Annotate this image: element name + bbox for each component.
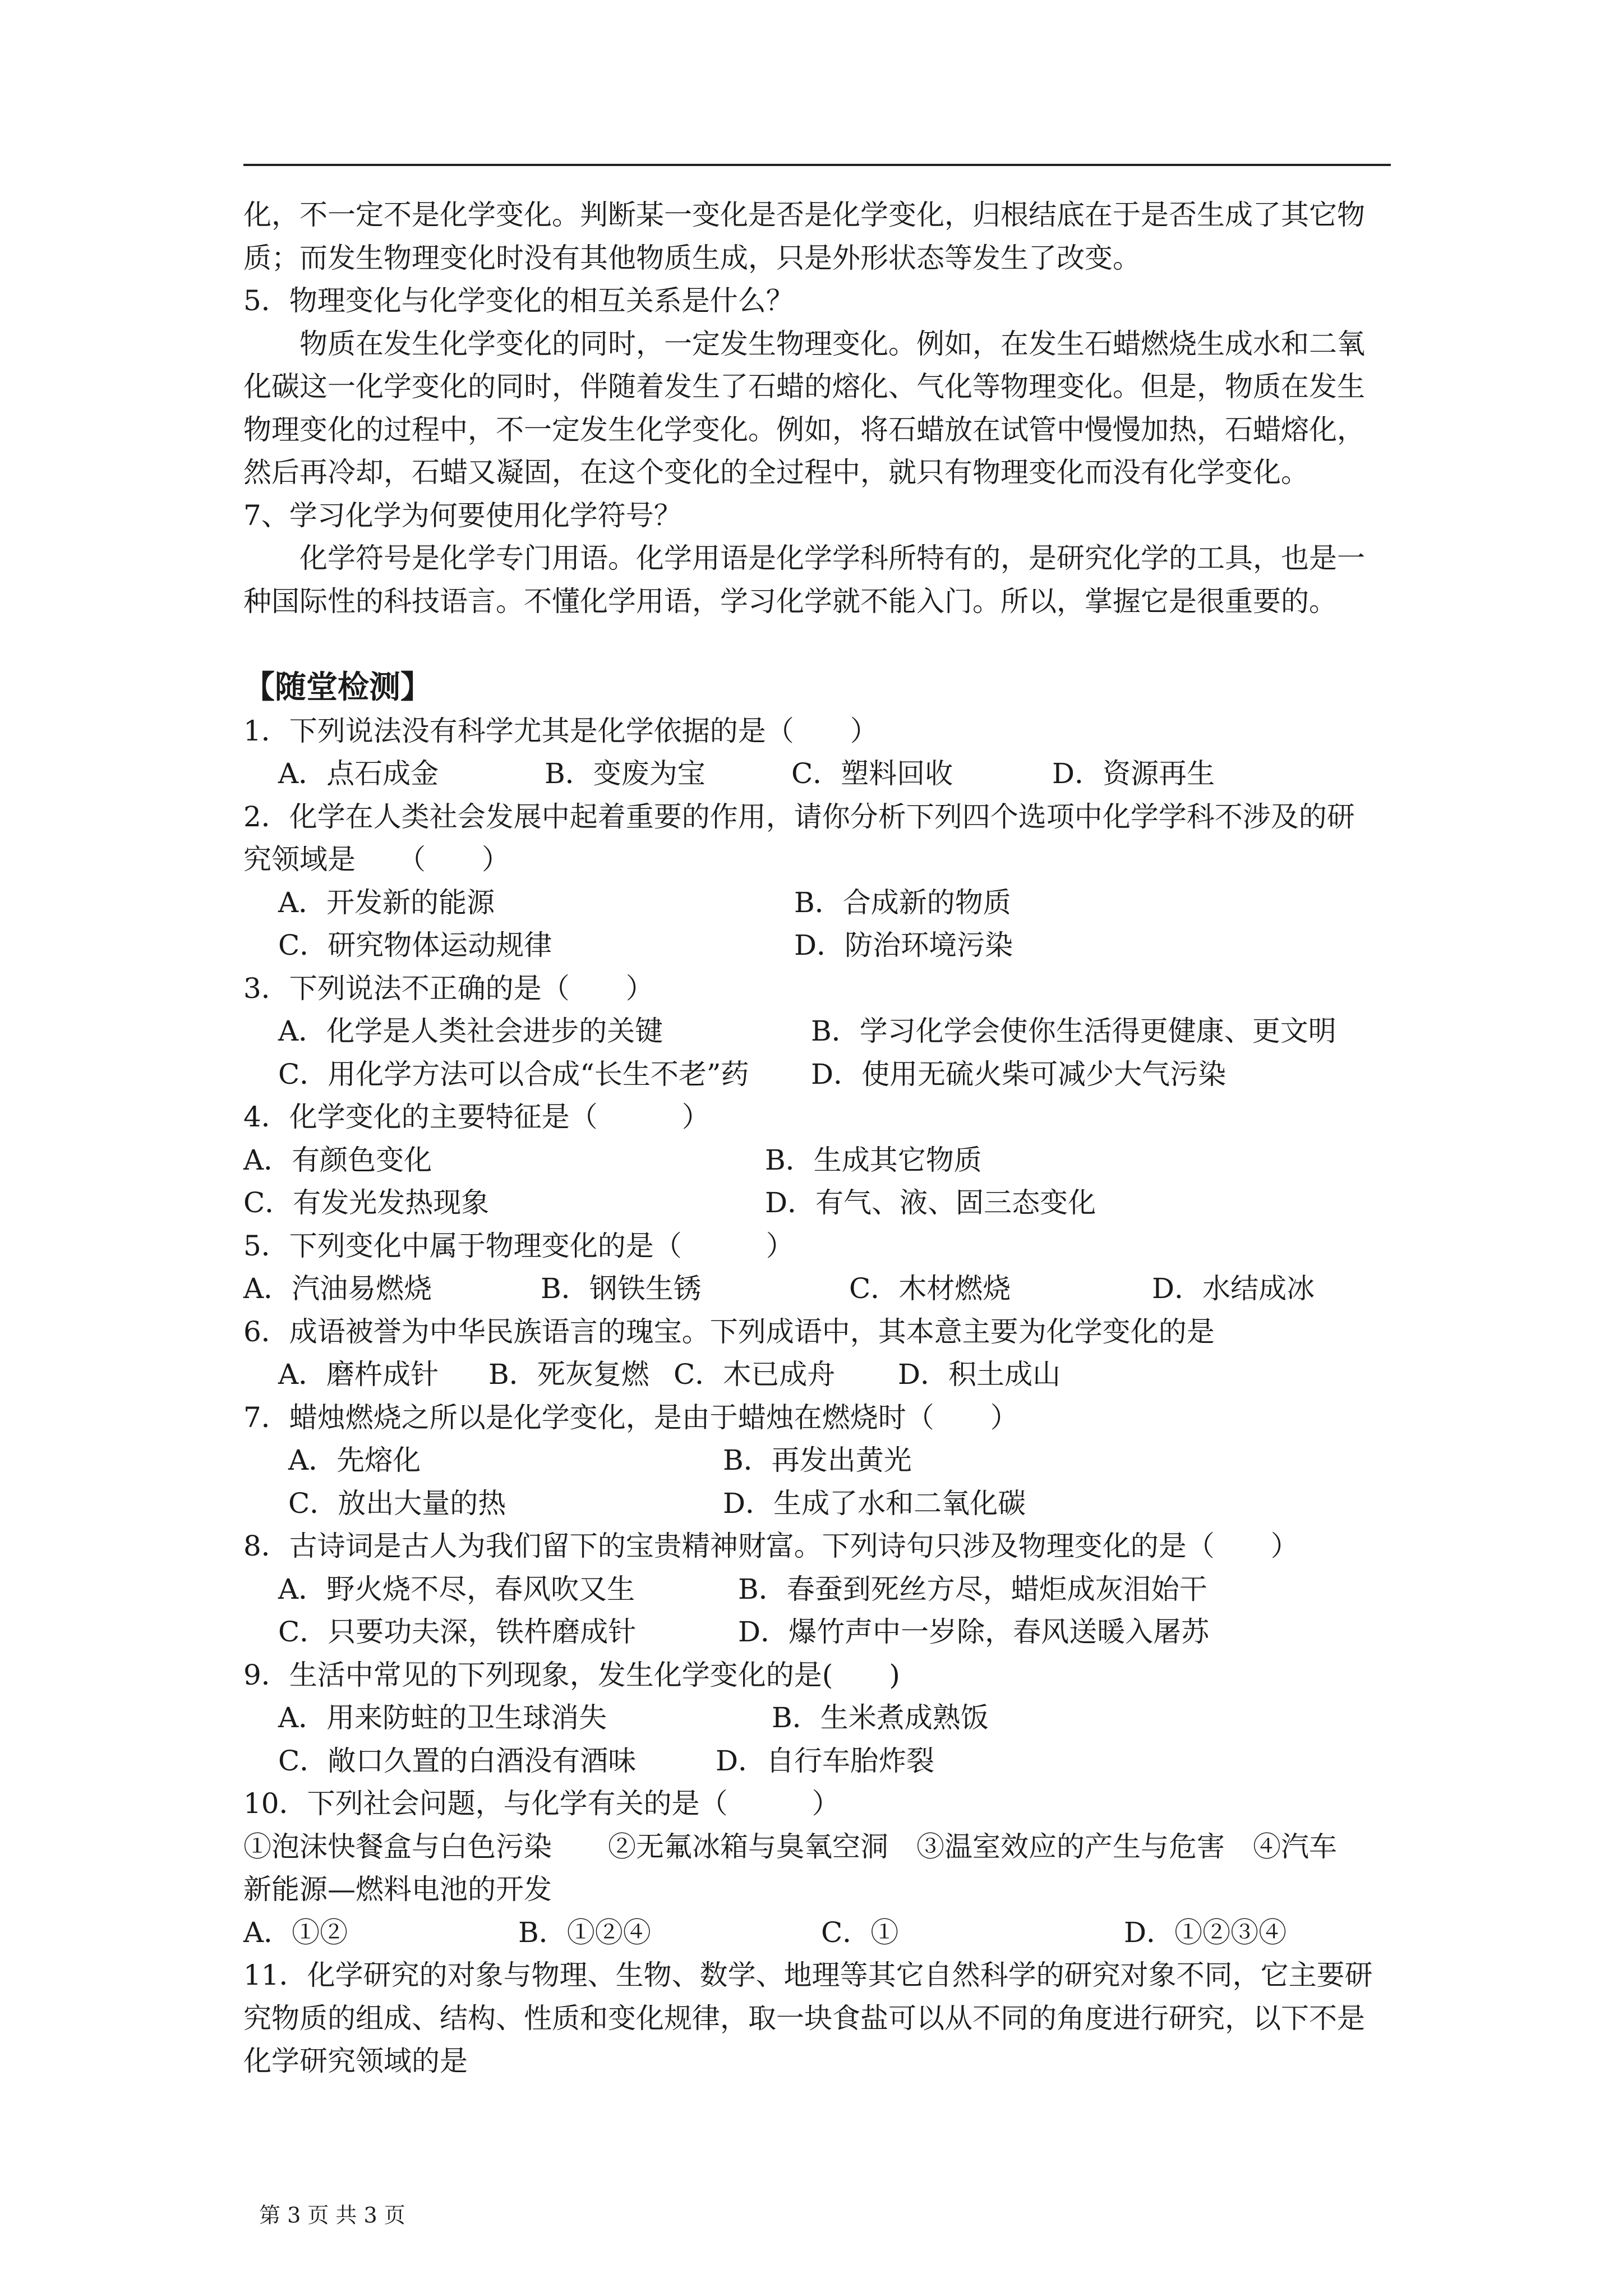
question-stem: 究物质的组成、结构、性质和变化规律，取一块食盐可以从不同的角度进行研究，以下不是 <box>243 2001 1365 2035</box>
options-row <box>243 1053 1415 1096</box>
page-footer: 第 3 页 共 3 页 <box>259 2203 405 2228</box>
option: A．汽油易燃烧 <box>243 1272 432 1305</box>
option: C．用化学方法可以合成“长生不老”药 <box>278 1057 749 1091</box>
question-stem: 10．下列社会问题，与化学有关的是（ ） <box>243 1787 840 1820</box>
text-line: 然后再冷却，石蜡又凝固，在这个变化的全过程中，就只有物理变化而没有化学变化。 <box>243 456 1309 489</box>
text-line: 化，不一定不是化学变化。判断某一变化是否是化学变化，归根结底在于是否生成了其它物 <box>243 199 1365 231</box>
option: D．防治环境污染 <box>794 929 1013 961</box>
text-line: 物质在发生化学变化的同时，一定发生物理变化。例如，在发生石蜡燃烧生成水和二氧 <box>299 327 1365 360</box>
options-row <box>243 1181 1415 1225</box>
option: A．野火烧不尽，春风吹又生 <box>278 1572 635 1605</box>
option: A．开发新的能源 <box>278 886 495 919</box>
options-row <box>243 1482 1415 1525</box>
option: A．磨杵成针 <box>278 1358 439 1391</box>
options-row <box>243 1568 1415 1611</box>
question-stem: 2．化学在人类社会发展中起着重要的作用，请你分析下列四个选项中化学学科不涉及的研 <box>243 800 1355 833</box>
option: D．有气、液、固三态变化 <box>765 1186 1096 1219</box>
options-row <box>243 1267 1415 1310</box>
option: A．有颜色变化 <box>243 1143 432 1176</box>
text-line: 物理变化的过程中，不一定发生化学变化。例如，将石蜡放在试管中慢慢加热，石蜡熔化， <box>243 413 1365 446</box>
option: C．塑料回收 <box>791 757 953 790</box>
option: D．水结成冰 <box>1152 1272 1315 1305</box>
options-row <box>243 752 1415 795</box>
option: A．化学是人类社会进步的关键 <box>278 1015 663 1047</box>
option: D．资源再生 <box>1052 757 1215 790</box>
option: A．点石成金 <box>278 757 439 790</box>
option: C．研究物体运动规律 <box>278 929 552 961</box>
option: C．木已成舟 <box>674 1358 836 1391</box>
question-stem: ①泡沫快餐盒与白色污染 ②无氟冰箱与臭氧空洞 ③温室效应的产生与危害 ④汽车 <box>243 1830 1337 1863</box>
question-stem: 5．下列变化中属于物理变化的是（ ） <box>243 1229 794 1262</box>
option: C．敞口久置的白酒没有酒味 <box>278 1744 637 1777</box>
option: A．①② <box>243 1916 348 1949</box>
option: A．先熔化 <box>288 1444 421 1476</box>
question-stem: 化学研究领域的是 <box>243 2045 468 2077</box>
text-line: 化碳这一化学变化的同时，伴随着发生了石蜡的熔化、气化等物理变化。但是，物质在发生 <box>243 370 1365 403</box>
option: B．①②④ <box>518 1916 651 1949</box>
question-stem: 究领域是 （ ） <box>243 843 510 876</box>
question-stem: 1．下列说法没有科学尤其是化学依据的是（ ） <box>243 714 878 747</box>
option: B．春蚕到死丝方尽，蜡炬成灰泪始干 <box>738 1572 1207 1605</box>
options-row <box>243 1696 1415 1740</box>
question-stem: 11．化学研究的对象与物理、生物、数学、地理等其它自然科学的研究对象不同，它主要研 <box>243 1959 1373 1991</box>
options-row <box>243 1010 1415 1053</box>
option: B．生米煮成熟饭 <box>772 1701 989 1734</box>
question-stem: 7．蜡烛燃烧之所以是化学变化，是由于蜡烛在燃烧时（ ） <box>243 1401 1018 1434</box>
option: B．再发出黄光 <box>723 1444 912 1476</box>
page-content <box>243 194 1415 2083</box>
section-title: 【随堂检测】 <box>243 669 432 706</box>
options-row <box>243 924 1415 967</box>
options-row <box>243 1911 1415 1954</box>
text-line: 化学符号是化学专门用语。化学用语是化学学科所特有的，是研究化学的工具，也是一 <box>299 542 1365 574</box>
question-heading: 7、学习化学为何要使用化学符号？ <box>243 499 682 532</box>
question-stem: 3．下列说法不正确的是（ ） <box>243 972 654 1005</box>
options-row <box>243 1353 1415 1396</box>
options-row <box>243 1139 1415 1182</box>
question-heading: 5．物理变化与化学变化的相互关系是什么？ <box>243 284 794 317</box>
question-stem: 8．古诗词是古人为我们留下的宝贵精神财富。下列诗句只涉及物理变化的是（ ） <box>243 1530 1299 1562</box>
text-line: 质；而发生物理变化时没有其他物质生成，只是外形状态等发生了改变。 <box>243 241 1141 274</box>
option: C．只要功夫深，铁杵磨成针 <box>278 1616 637 1648</box>
header-rule <box>243 164 1391 166</box>
option: D．①②③④ <box>1124 1916 1287 1949</box>
option: D．生成了水和二氧化碳 <box>723 1487 1026 1520</box>
option: B．钢铁生锈 <box>541 1272 702 1305</box>
option: C．有发光发热现象 <box>243 1186 490 1219</box>
option: C．① <box>821 1916 899 1949</box>
option: D．自行车胎炸裂 <box>716 1744 935 1777</box>
option: B．死灰复燃 <box>488 1358 649 1391</box>
option: D．积土成山 <box>898 1358 1061 1391</box>
option: B．生成其它物质 <box>765 1143 982 1176</box>
question-stem: 9．生活中常见的下列现象，发生化学变化的是( ) <box>243 1658 900 1691</box>
question-stem: 6．成语被誉为中华民族语言的瑰宝。下列成语中，其本意主要为化学变化的是 <box>243 1315 1215 1348</box>
question-stem: 4．化学变化的主要特征是（ ） <box>243 1101 710 1133</box>
option: C．放出大量的热 <box>288 1487 506 1520</box>
option: B．合成新的物质 <box>794 886 1011 919</box>
options-row <box>243 1740 1415 1783</box>
option: B．学习化学会使你生活得更健康、更文明 <box>811 1015 1336 1047</box>
option: D．爆竹声中一岁除，春风送暖入屠苏 <box>738 1616 1210 1648</box>
options-row <box>243 1439 1415 1482</box>
option: B．变废为宝 <box>545 757 706 790</box>
option: A．用来防蛀的卫生球消失 <box>278 1701 607 1734</box>
text-line: 种国际性的科技语言。不懂化学用语，学习化学就不能入门。所以，掌握它是很重要的。 <box>243 585 1337 618</box>
option: D．使用无硫火柴可减少大气污染 <box>811 1057 1227 1091</box>
options-row <box>243 1611 1415 1654</box>
option: C．木材燃烧 <box>849 1272 1011 1305</box>
options-row <box>243 881 1415 924</box>
question-stem: 新能源—燃料电池的开发 <box>243 1873 552 1906</box>
